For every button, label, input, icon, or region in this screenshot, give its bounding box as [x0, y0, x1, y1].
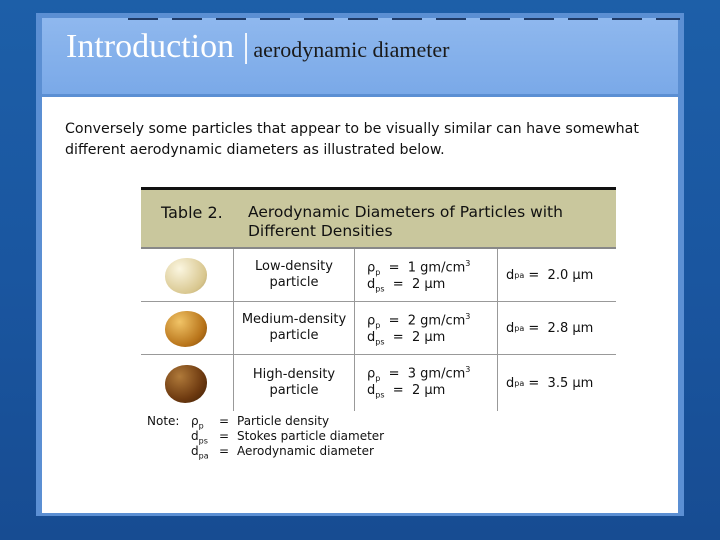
particle-image-cell: [141, 302, 234, 354]
table-header: [141, 187, 616, 249]
note-rows: [191, 414, 451, 459]
note-text: Aerodynamic diameter: [237, 444, 374, 458]
particle-name: Low-density particle: [234, 249, 355, 301]
note-row: $d_{pa}$ = Aerodynamic diameter: [191, 444, 374, 461]
density-value: 3 gm/cm: [407, 366, 466, 382]
dps-value: 2 µm: [411, 330, 446, 345]
density-value: 1 gm/cm: [407, 260, 466, 276]
note-row: $\rho_p$ = Particle density: [191, 414, 330, 431]
dpa-cell: d pa = 2.0 µm: [506, 267, 594, 283]
dpa-cell: d pa = 3.5 µm: [506, 375, 594, 391]
note-subscript: pa: [198, 451, 209, 461]
particle-table: [141, 187, 616, 411]
body-paragraph: Conversely some particles that appear to be visually similar can have somewhat different aerodynamic diameters as illustrated below.: [65, 121, 639, 158]
particle-density-cell: $\rho_p = 3$ $gm/cm^3$ $d_{ps} = 2$ µm: [355, 355, 498, 411]
table-label: Table 2.: [161, 203, 223, 222]
dpa-value: 3.5 µm: [547, 375, 594, 391]
note-subscript: ps: [198, 436, 208, 446]
density-value: 2 gm/cm: [407, 313, 466, 329]
low-density-particle-icon: [165, 258, 207, 294]
note-subscript: p: [198, 421, 204, 431]
note-symbol: ρ: [191, 414, 199, 428]
note-text: Stokes particle diameter: [237, 429, 385, 443]
header-dashes: [128, 18, 680, 20]
particle-name: Medium-density particle: [234, 302, 355, 354]
dpa-cell: d pa = 2.8 µm: [506, 320, 594, 336]
particle-image-cell: [141, 249, 234, 301]
dps-value: 2 µm: [411, 277, 446, 292]
note-symbol: d: [191, 429, 199, 443]
slide-title: [66, 28, 449, 66]
dpa-value: 2.8 µm: [547, 320, 594, 336]
dpa-value: 2.0 µm: [547, 267, 594, 283]
table-row: [141, 302, 616, 355]
dps-value: 2 µm: [411, 383, 446, 398]
table-row: [141, 249, 616, 302]
particle-density-cell: $\rho_p = 1$ $gm/cm^3$ $d_{ps} = 2$ µm: [355, 249, 498, 301]
particle-name: High-density particle: [234, 355, 355, 411]
table-title: Aerodynamic Diameters of Particles with Different Densities: [248, 203, 563, 240]
note-symbol: d: [191, 444, 199, 458]
title-main: Introduction |: [66, 28, 250, 65]
note-text: Particle density: [237, 414, 330, 428]
table-row: [141, 355, 616, 411]
particle-density-cell: $\rho_p = 2$ $gm/cm^3$ $d_{ps} = 2$ µm: [355, 302, 498, 354]
note-row: $d_{ps}$ = Stokes particle diameter: [191, 429, 385, 446]
high-density-particle-icon: [165, 365, 207, 403]
medium-density-particle-icon: [165, 311, 207, 347]
title-sub: aerodynamic diameter: [253, 37, 450, 62]
particle-image-cell: [141, 355, 234, 411]
note-label: Note:: [147, 414, 180, 428]
